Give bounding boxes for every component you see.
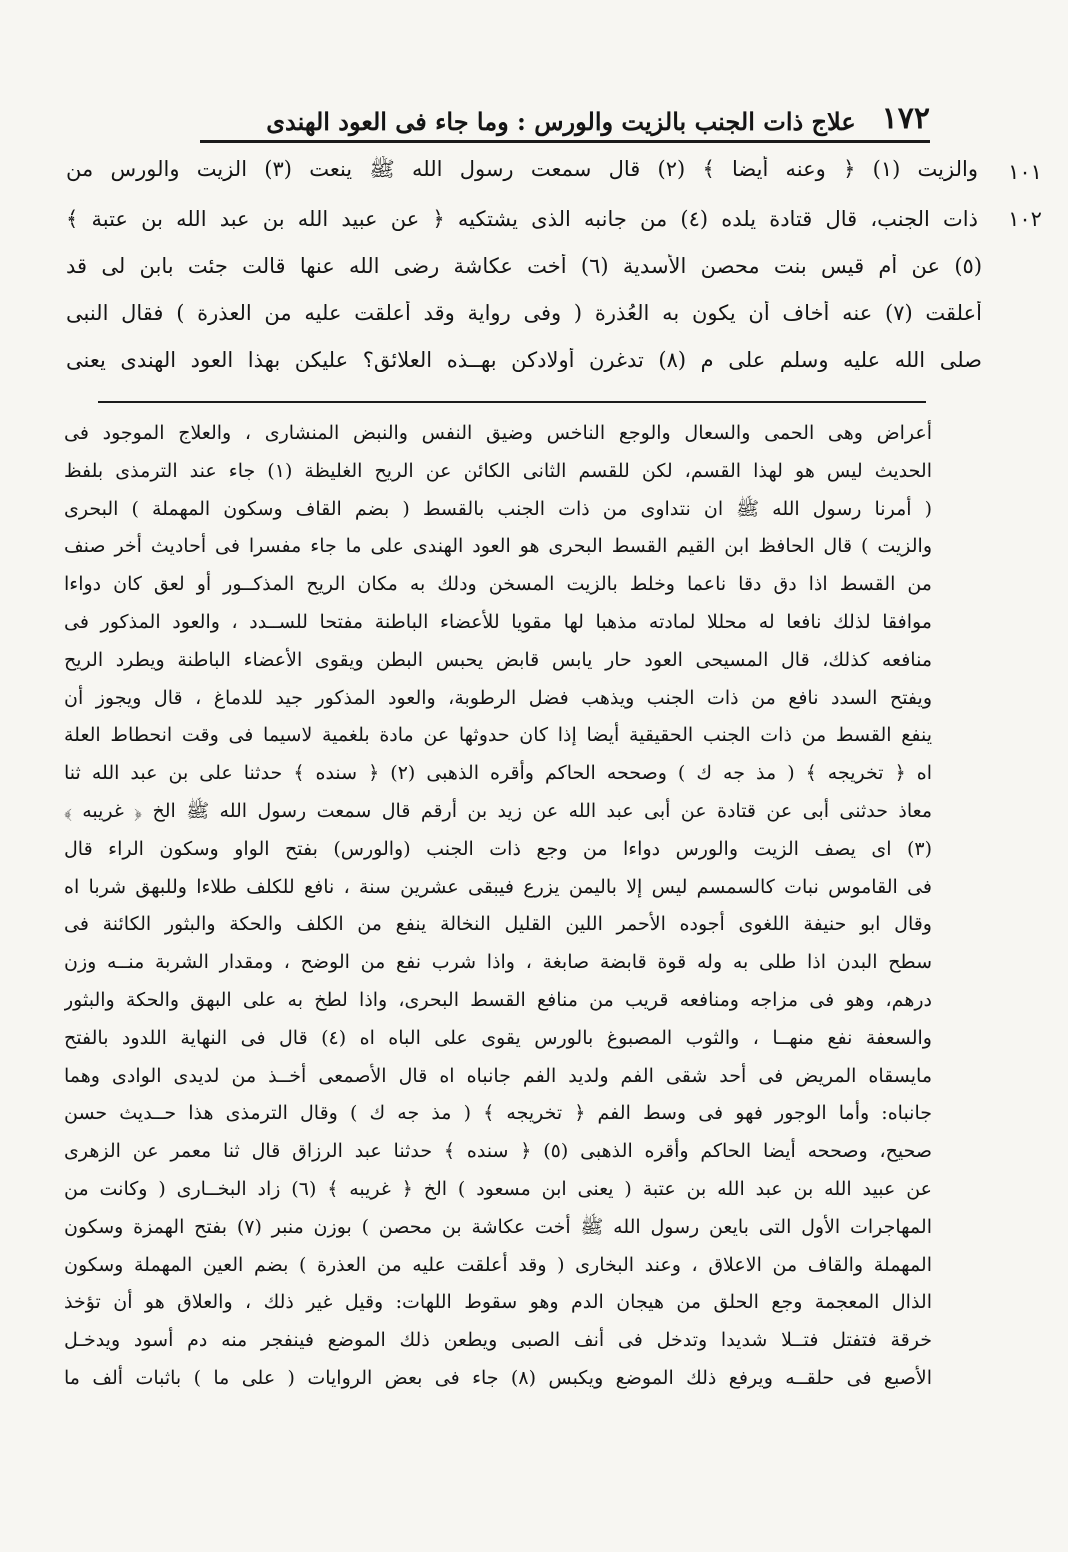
commentary-line: منافعه كذلك، قال المسيحى العود حار يابس قابض يحبس البطن ويقوى الأعضاء الباطنة ويطرد الريح [64, 648, 932, 671]
main-line [62, 148, 1068, 195]
page-header [200, 92, 930, 143]
commentary-line: مايسقاه المريض فى أحد شقى الفم ولديد الفم جانباه اه قال الأصمعى أخــذ من لديدى الوادى وهما [64, 1064, 932, 1087]
hadith-number: ١٠٢ [1008, 206, 1042, 231]
commentary-line: (٣) اى يصف الزيت والورس دواءا من وجع ذات الجنب (والورس) بفتح الواو وسكون الراء قال [64, 837, 932, 860]
commentary-line: ( أمرنا رسول الله ﷺ ان نتداوى من ذات الجنب بالقسط ( بضم القاف وسكون المهملة ) البحرى [64, 497, 932, 520]
main-line-text: صلى الله عليه وسلم على م (٨) تدغرن أولادكن بهــذه العلائق؟ عليكن بهذا العود الهندى يعنى [66, 347, 982, 372]
commentary-line: درهم، وهو فى مزاجه ومنافعه قريب من منافع القسط البحرى، واذا لطخ به على البهق والحكة والبثور [64, 988, 932, 1011]
commentary-line: صحيح، وصححه أيضا الحاكم وأقره الذهبى (٥) ﴿ سنده ﴾ حدثنا عبد الرزاق قال ثنا معمر عن الزهرى [64, 1140, 932, 1163]
commentary-line: المهملة والقاف من الاعلاق ، وعند البخارى ( وقد أعلقت عليه من العذرة ) بضم العين المهملة وسكون [64, 1253, 932, 1276]
commentary-line: خرقة فتفتل فتــلا شديدا وتدخل فى أنف الصبى ويطعن ذلك الموضع فينفجر منه دم أسود ويدخـل [64, 1329, 932, 1352]
commentary-line: وقال ابو حنيفة اللغوى أجوده الأحمر اللين القليل النخالة ينفع من الكلف والحكة والبثور الكائنة فى [64, 913, 932, 936]
main-line [62, 195, 1068, 242]
main-line [62, 289, 1068, 336]
main-hadith-text [62, 148, 1068, 383]
commentary-line: سطح البدن اذا طلى به وله قوة قابضة صابغة ، واذا شرب نفع من الوضح ، ومقدار الشربة منــه وزن [64, 951, 932, 974]
main-line [62, 336, 1068, 383]
commentary-line: معاذ حدثنى أبى عن قتادة عن أبى عبد الله عن زيد بن أرقم قال سمعت رسول الله ﷺ الخ ﴿ غريبه ﴾ [64, 799, 932, 822]
running-title: علاج ذات الجنب بالزيت والورس : وما جاء فى العود الهندى [266, 107, 856, 136]
commentary-line: فى القاموس نبات كالسمسم ليس إلا باليمن يزرع فيبقى عشرين سنة ، نافع للكلف طلاءا وللبهق شربا اه [64, 875, 932, 898]
footnote-divider [98, 401, 926, 403]
commentary-line: الذال المعجمة وجع الحلق من هيجان الدم وهو سقوط اللهات: وقيل غير ذلك ، والعلاق هو أن تؤخذ [64, 1291, 932, 1314]
main-line-text: أعلقت (٧) عنه أخاف أن يكون به العُذرة ( وفى رواية وقد أعلقت عليه من العذرة ) فقال النبى [66, 300, 982, 325]
commentary-line: عن عبيد الله بن عبد الله بن عتبة ( يعنى ابن مسعود ) الخ ﴿ غريبه ﴾ (٦) زاد البخــارى ( وكانت من [64, 1177, 932, 1200]
commentary-line: الأصبع فى حلقــه ويرفع ذلك الموضع ويكبس (٨) جاء فى بعض الروايات ( على ما ) باثبات ألف ما [64, 1366, 932, 1389]
main-line-text: ذات الجنب، قال قتادة يلده (٤) من جانبه الذى يشتكيه ﴿ عن عبيد الله بن عبد الله بن عتبة ﴾ [66, 206, 978, 231]
commentary-line: جانباه: وأما الوجور فهو فى وسط الفم ﴿ تخريجه ﴾ ( مذ جه ك ) وقال الترمذى هذا حــديث حسن [64, 1102, 932, 1125]
commentary-line: من القسط اذا دق دقا ناعما وخلط بالزيت المسخن ودلك به مكان الريح المذكــور أو لعق كان دواءا [64, 573, 932, 596]
commentary-footnotes [64, 415, 932, 1398]
commentary-line: والزيت ) قال الحافظ ابن القيم القسط البحرى هو العود الهندى على ما جاء مفسرا فى أحاديث أخر صنف [64, 535, 932, 558]
main-line-text: (٥) عن أم قيس بنت محصن الأسدية (٦) أخت عكاشة رضى الله عنها قالت جئت بابن لى قد [66, 253, 982, 278]
hadith-number: ١٠١ [1008, 159, 1042, 184]
commentary-line: ويفتح السدد نافع من ذات الجنب ويذهب فضل الرطوبة، والعود المذكور جيد للدماغ ، قال ويجوز أن [64, 686, 932, 709]
main-line-text: والزيت (١) ﴿ وعنه أيضا ﴾ (٢) قال سمعت رسول الله ﷺ ينعت (٣) الزيت والورس من [66, 157, 978, 181]
commentary-line: والسعفة نفع منهــا ، والثوب المصبوغ بالورس يقوى على الباه اه (٤) قال فى النهاية اللدود بالفتح [64, 1026, 932, 1049]
page-number: ١٧٢ [881, 101, 930, 136]
commentary-line: ينفع القسط من ذات الجنب الحقيقية أيضا إذا كان حدوثها عن مادة بلغمية لاسيما فى وقت انحطاط العلة [64, 724, 932, 747]
commentary-line: اه ﴿ تخريجه ﴾ ( مذ جه ك ) وصححه الحاكم وأقره الذهبى (٢) ﴿ سنده ﴾ حدثنا على بن عبد الله ثنا [64, 762, 932, 785]
commentary-line: الحديث ليس هو لهذا القسم، لكن للقسم الثانى الكائن عن الريح الغليظة (١) جاء عند الترمذى بلفظ [64, 459, 932, 482]
commentary-line: المهاجرات الأول التى بايعن رسول الله ﷺ أخت عكاشة بن محصن ) بوزن منبر (٧) بفتح الهمزة وسكون [64, 1215, 932, 1238]
commentary-line: موافقا لذلك نافعا له محللا لمادته مذهبا لها مقويا للأعضاء الباطنة مفتحا للســدد ، والعود المذكور فى [64, 610, 932, 633]
commentary-line: أعراض وهى الحمى والسعال والوجع الناخس وضيق النفس والنبض المنشارى ، والعلاج الموجود فى [64, 422, 932, 444]
main-line [62, 242, 1068, 289]
